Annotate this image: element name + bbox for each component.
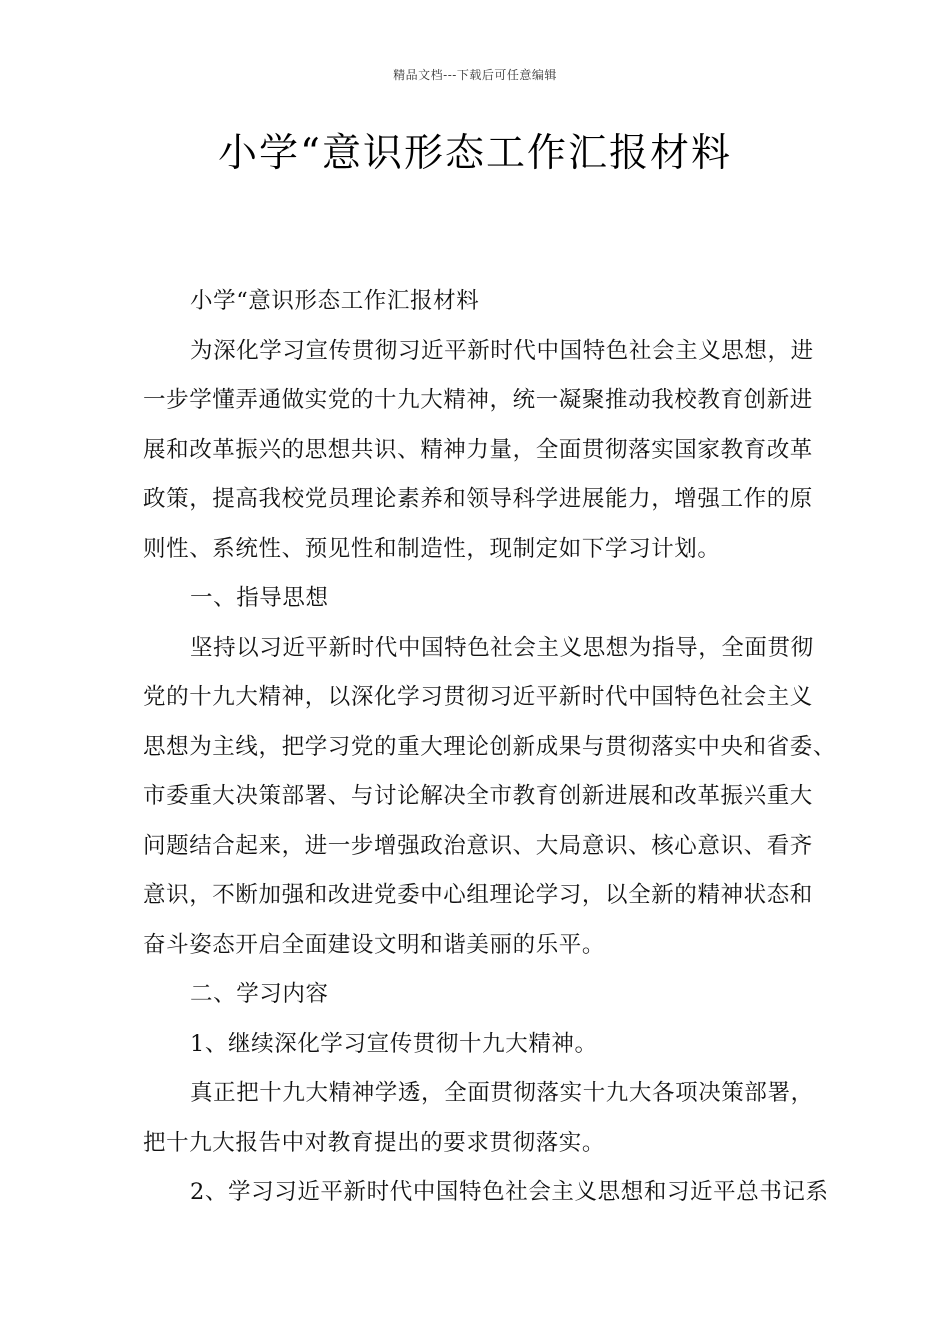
paragraph-line: 问题结合起来，进一步增强政治意识、大局意识、核心意识、看齐 (143, 832, 813, 859)
paragraph-line: 把十九大报告中对教育提出的要求贯彻落实。 (143, 1129, 606, 1156)
paragraph-line: 党的十九大精神，以深化学习贯彻习近平新时代中国特色社会主义 (143, 684, 813, 710)
list-item: 2、学习习近平新时代中国特色社会主义思想和习近平总书记系 (190, 1179, 829, 1205)
paragraph-line: 意识，不断加强和改进党委中心组理论学习，以全新的精神状态和 (143, 882, 813, 908)
paragraph-line: 则性、系统性、预见性和制造性，现制定如下学习计划。 (143, 535, 721, 562)
paragraph-line: 市委重大决策部署、与讨论解决全市教育创新进展和改革振兴重大 (143, 783, 813, 809)
paragraph-line: 为深化学习宣传贯彻习近平新时代中国特色社会主义思想，进 (190, 337, 814, 364)
list-item: 1、继续深化学习宣传贯彻十九大精神。 (190, 1030, 598, 1057)
section-heading: 一、指导思想 (190, 585, 329, 611)
paragraph-line: 政策，提高我校党员理论素养和领导科学进展能力，增强工作的原 (143, 486, 813, 512)
paragraph-line: 坚持以习近平新时代中国特色社会主义思想为指导，全面贯彻 (190, 634, 814, 661)
paragraph-line: 真正把十九大精神学透，全面贯彻落实十九大各项决策部署， (190, 1080, 814, 1106)
header-note: 精品文档---下载后可任意编辑 (393, 68, 557, 82)
paragraph-line: 一步学懂弄通做实党的十九大精神，统一凝聚推动我校教育创新进 (143, 387, 813, 413)
document-body (143, 277, 837, 1218)
paragraph-line: 展和改革振兴的思想共识、精神力量，全面贯彻落实国家教育改革 (143, 436, 813, 463)
subtitle-line: 小学“意识形态工作汇报材料 (190, 288, 480, 314)
paragraph-line: 思想为主线，把学习党的重大理论创新成果与贯彻落实中央和省委、 (143, 733, 837, 760)
section-heading: 二、学习内容 (190, 981, 329, 1007)
document-title: 小学“意识形态工作汇报材料 (218, 131, 732, 176)
paragraph-line: 奋斗姿态开启全面建设文明和谐美丽的乐平。 (143, 931, 606, 958)
